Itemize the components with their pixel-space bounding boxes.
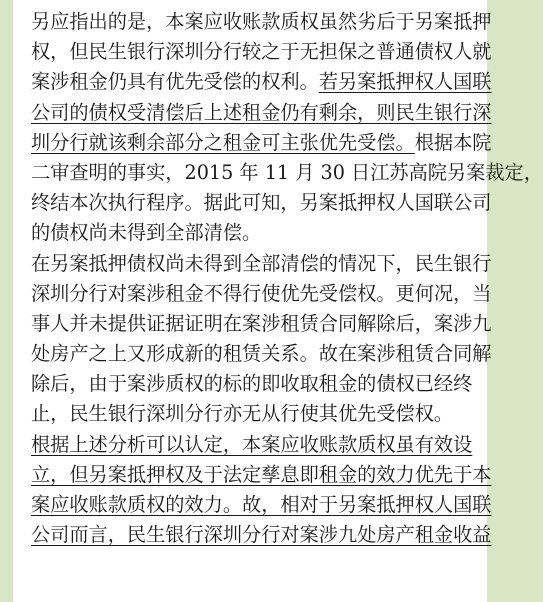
underlined-segment: 若另案抵押权人国联 — [318, 70, 492, 94]
text-line-14: 止，民生银行深圳分行亦无从行使其优先受偿权。 — [31, 402, 454, 426]
text-line-4: 公司的债权受清偿后上述租金仍有剩余，则民生银行深 — [31, 100, 492, 124]
underlined-segment: 圳分行就该剩余部分之租金可主张优先受偿。 — [31, 130, 415, 154]
text-line-13: 除后，由于案涉质权的标的即收取租金的债权已经终 — [31, 372, 473, 396]
text-line-16: 立，但另案抵押权及于法定孳息即租金的效力优先于本 — [31, 462, 492, 486]
document-page — [13, 0, 543, 602]
text-line-9: 在另案抵押债权尚未得到全部清偿的情况下，民生银行 — [31, 251, 492, 275]
text-line-3 — [31, 67, 492, 97]
text-line-7: 终结本次执行程序。据此可知，另案抵押权人国联公司 — [31, 191, 492, 215]
text-line-5 — [31, 128, 492, 158]
text-line-6: 二审查明的事实，2015 年 11 月 30 日江苏高院另案裁定， — [31, 160, 543, 184]
text-line-8: 的债权尚未得到全部清偿。 — [31, 221, 262, 245]
text-line-15: 根据上述分析可以认定，本案应收账款质权虽有效设 — [31, 432, 473, 456]
text-line-18: 公司而言，民生银行深圳分行对案涉九处房产租金收益 — [31, 523, 492, 547]
text-segment: 根据本院 — [414, 130, 492, 154]
text-line-12: 处房产之上又形成新的租赁关系。故在案涉租赁合同解 — [31, 342, 492, 366]
document-body — [31, 7, 543, 550]
text-line-2: 权，但民生银行深圳分行较之于无担保之普通债权人就 — [31, 40, 492, 64]
text-line-1: 另应指出的是，本案应收账款质权虽然劣后于另案抵押 — [31, 10, 492, 33]
text-line-10: 深圳分行对案涉租金不得行使优先受偿权。更何况，当 — [31, 281, 492, 305]
text-line-17: 案应收账款质权的效力。故，相对于另案抵押权人国联 — [31, 493, 492, 516]
text-segment: 案涉租金仍具有优先受偿的权利。 — [31, 70, 319, 94]
text-line-11: 事人并未提供证据证明在案涉租赁合同解除后，案涉九 — [31, 311, 492, 335]
